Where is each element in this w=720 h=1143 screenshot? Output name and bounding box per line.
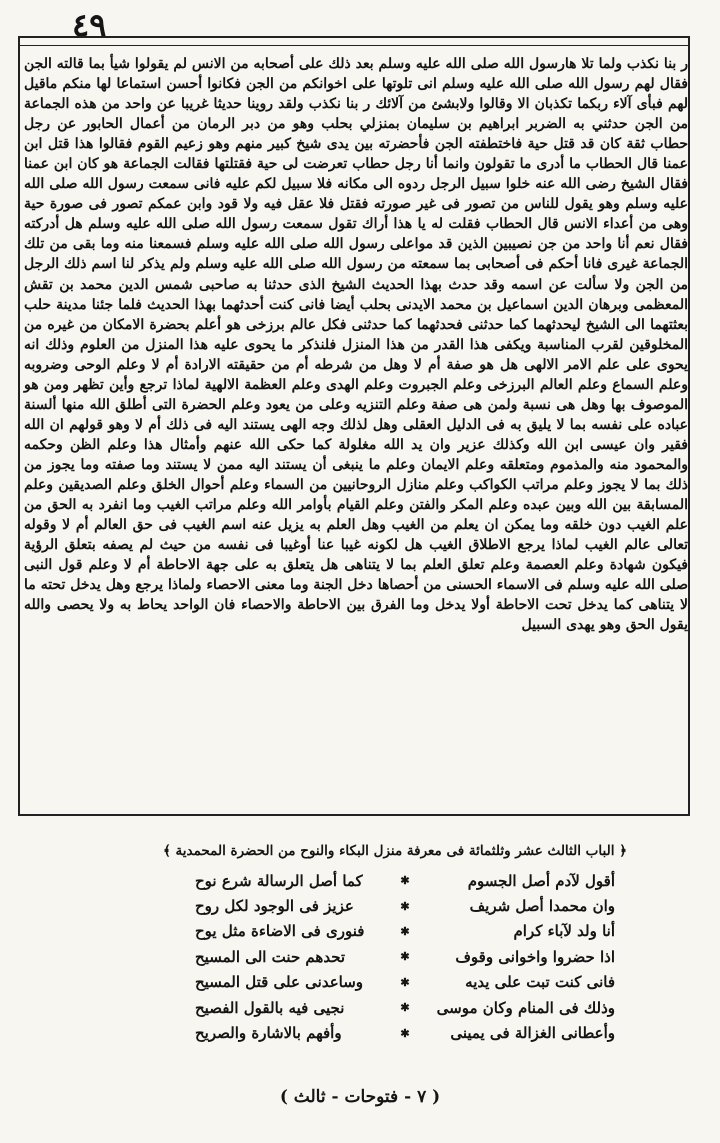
hemistich-second: عزيز فى الوجود لكل روح	[195, 897, 354, 916]
main-text	[24, 54, 688, 635]
poem-verse	[195, 893, 615, 918]
hemistich-first: وذلك فى المنام وكان موسى	[436, 998, 615, 1017]
hemistich-second: وأفهم بالاشارة والصريح	[195, 1024, 342, 1043]
star-icon: ✱	[400, 1026, 410, 1040]
poem-verse	[195, 1020, 615, 1045]
paragraph: ر بنا نكذب ولما تلا هارسول الله صلى الله عليه وسلم بعد ذلك على أصحابه من الانس لم يقولوا شيأ بما قالته الجن فقال لهم رسول الله صلى الله عليه وسلم انى تلوتها على اخوانكم من الجن فكانوا أحسن استماعا لها منكم ماقيل لهم فبأى آلاء ربكما تكذبان الا وقالوا ولابشئ من آلائك ر بنا نكذب ولقد روينا حديثا غريبا عن واحد من هذه الجماعة من الجن حدثني به الضربر ابراهيم بن سليمان بمنزلي بحلب وهو من دبر الرمان من أعمال الحابور عن رجل حطاب ثقة كان قد قتل حية فاختطفته الجن فأحضرته بين يدى شيخ كبير منهم وهو زعيم القوم فقالوا هذا قتل ابن عمنا قال الحطاب ما أدرى ما تقولون وانما أنا رجل حطاب تعرضت لى حية فقتلتها فقالت الجماعة هو كان ابن عمنا فقال الشيخ رضى الله عنه خلوا سبيل الرجل ردوه الى مكانه فلا سبيل لكم عليه فانى سمعت رسول الله صلى الله عليه وسلم وهو يقول للناس من تصور فى غير صورته فقتل فلا عقل فيه ولا قود وابن عمكم تصور فى صورة حية وهى من أعداء الانس قال الحطاب فقلت له يا هذا أراك تقول سمعت رسول الله صلى الله عليه وسلم هل أدركته فقال نعم أنا واحد من جن نصيبين الذين قد مواعلى رسول الله صلى الله عليه وسلم فسمعنا منه وما بقى من تلك الجماعة غيرى فانا أحكم فى أصحابى بما سمعته من رسول الله صلى الله عليه وسلم ولم يذكر لنا اسم ذلك الرجل من الجن ولا سألت عن اسمه وقد حدث بهذا الحديث الشيخ الذى حدثنا به صاحبى شمس الدين محمد بن تقش المعظمى وبرهان الدين اسماعيل بن محمد الايدنى بحلب أيضا فانى كنت أحدثهما بهذا الحديث فلما جئنا مدينة حلب بعثتهما الى الشيخ ليحدثهما كما حدثنى فحدثهما كما حدثنى فكل عالم برزخى هو أعلم بحضرة الامكان من غيره من المخلوقين لقرب المناسبة ويكفى هذا القدر من هذا المنزل فلنذكر ما يحوى عليه هذا المنزل من العلوم وذلك انه يحوى على علم الامر الالهى هل هو صفة أم لا وهل من شرطه أم من حقيقته الارادة أم لا وعلم الوحى وضروبه وعلم السماع وعلم العالم البرزخى وعلم الجبروت وعلم الهدى وعلم العظمة الالهية لماذا ترجع وأين تظهر ومن هو الموصوف بها وهل هى نسبة ولمن هى صفة وعلم التنزيه وعلى من يعود وعلم الحضرة التى أطلق الله منها ألسنة عباده على نفسه بما لا يليق به فى الدليل العقلى وهل لذلك وجه الهى يستند اليه فى ذلك أم لا وهو قولهم ان الله فقير وان عيسى ابن الله وكذلك عزير وان يد الله مغلولة كما حكى الله عنهم وأمثال هذا وعلم الظن وحكمه والمحمود منه والمذموم ومتعلقه وعلم الايمان وعلم ما ينبغى أن يستند اليه ممن لا يستند وما صفته وما يجوز من ذلك بما لا يجوز وعلم مراتب الكواكب وعلم منازل الروحانيين من السماء وعلم أحوال الخلق وعلم الصديقين وعلم المسابقة بين الله وبين عبده وعلم المكر والفتن وعلم القيام بأوامر الله وعلم مراتب الغيب وما انفرد به الحق من علم الغيب دون خلقه وما يمكن ان يعلم من الغيب وهل العلم به يزيل عنه اسم الغيب فى حق العالم أم لا وقوله تعالى عالم الغيب لماذا يرجع الاطلاق الغيب هل لكونه غيبا عنا أوغيبا فى نفسه من حيث لم يصفه بتعلق الرؤية فيكون شهادة وعلم العصمة وعلم تعلق العلم بما لا يتناهى هل يتعلق به على جهة الاحاطة أم لا وعلم قول النبى صلى الله عليه وسلم فى الاسماء الحسنى من أحصاها دخل الجنة وما معنى الاحصاء ولماذا يرجع وهل يدخل تحته ما لا يتناهى كما يدخل تحت الاحاطة أولا يدخل وما الفرق بين الاحاطة والاحصاء فان الواحد يحاط به ولا يحصى والله يقول الحق وهو يهدى السبيل	[24, 56, 689, 634]
hemistich-first: اذا حضروا واخوانى وقوف	[455, 947, 615, 966]
chapter-heading: ﴿ الباب الثالث عشر وثلثمائة فى معرفة منزل البكاء والنوح من الحضرة المحمدية ﴾	[162, 843, 628, 859]
star-icon: ✱	[400, 950, 410, 964]
star-icon: ✱	[400, 899, 410, 913]
star-icon: ✱	[400, 924, 410, 938]
hemistich-second: وساعدنى على قتل المسيح	[195, 973, 364, 992]
poem-verse	[195, 919, 615, 944]
poem-verse	[195, 944, 615, 969]
hemistich-second: نجيى فيه بالقول الفصيح	[195, 998, 345, 1017]
hemistich-first: أنا ولد لآباء كرام	[513, 922, 615, 941]
poem-verse	[195, 868, 615, 893]
hemistich-first: أقول لآدم أصل الجسوم	[467, 871, 615, 890]
star-icon: ✱	[400, 1001, 410, 1015]
poem	[195, 868, 615, 1046]
poem-verse	[195, 995, 615, 1020]
page-number: ٤٩	[72, 6, 107, 44]
hemistich-first: فانى كنت تبت على يديه	[465, 973, 615, 992]
star-icon: ✱	[400, 874, 410, 888]
hemistich-first: وأعطانى الغزالة فى يمينى	[450, 1024, 615, 1043]
hemistich-second: فنورى فى الاضاءة مثل يوح	[195, 922, 365, 941]
poem-verse	[195, 970, 615, 995]
hemistich-second: تحدهم حنت الى المسيح	[195, 947, 346, 966]
hemistich-first: وان محمدا أصل شريف	[469, 897, 615, 916]
footer-signature: ( ٧ - فتوحات - ثالث )	[279, 1087, 441, 1107]
hemistich-second: كما أصل الرسالة شرع نوح	[195, 871, 363, 890]
star-icon: ✱	[400, 975, 410, 989]
